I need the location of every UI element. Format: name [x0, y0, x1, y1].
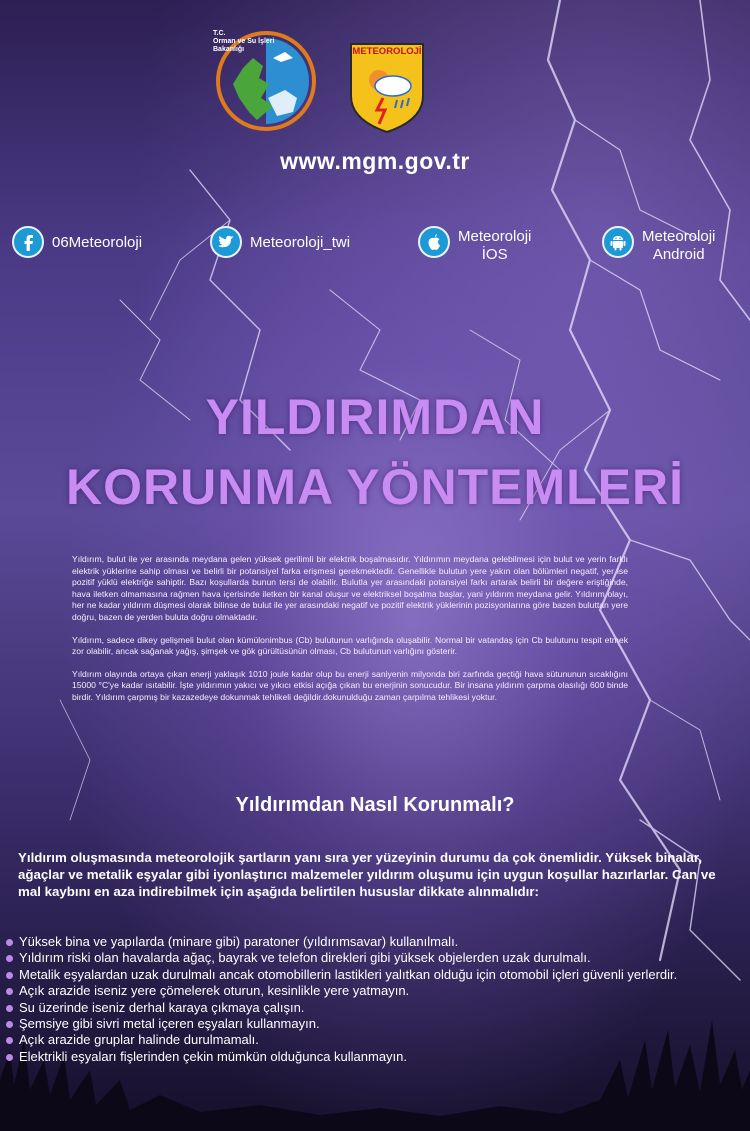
ministry-logo	[213, 28, 319, 134]
list-item-text: Elektrikli eşyaları fişlerinden çekin mümkün olduğunca kullanmayın.	[19, 1048, 408, 1064]
website-url[interactable]: www.mgm.gov.tr	[280, 148, 470, 174]
list-item	[6, 1032, 736, 1048]
list-item-text: Açık arazide iseniz yere çömelerek oturun, kesinlikle yere yatmayın.	[19, 983, 410, 999]
poster-title-line1: YILDIRIMDAN	[205, 389, 545, 445]
lead-paragraph: Yıldırım oluşmasında meteorolojik şartların yanı sıra yer yüzeyinin durumu da çok önemlidir. Yüksek binalar, ağaçlar ve metalik eşyalar gibi iyonlaştırıcı malzemeler yıldırım oluşumu için uygun koşullar hazırlarlar. Can ve mal kaybını en aza indirebilmek için aşağıda belirtilen hususlar dikkate alınmalıdır:	[18, 850, 716, 899]
bullet-icon	[6, 1054, 13, 1061]
bullet-icon	[6, 955, 13, 962]
meteoroloji-logo	[347, 40, 427, 134]
safety-list	[6, 934, 736, 1065]
social-facebook[interactable]	[12, 226, 142, 258]
social-label-line1: Meteoroloji	[642, 228, 716, 245]
intro-text	[72, 554, 628, 715]
facebook-icon	[12, 226, 44, 258]
list-item-text: Yüksek bina ve yapılarda (minare gibi) paratoner (yıldırımsavar) kullanılmalı.	[19, 934, 459, 949]
apple-icon	[418, 226, 450, 258]
bullet-icon	[6, 972, 13, 979]
bullet-icon	[6, 1021, 13, 1028]
list-item-text: Açık arazide gruplar halinde durulmamalı.	[19, 1032, 259, 1048]
list-item	[6, 950, 736, 966]
ministry-logo-line: Orman ve Su İşleri	[213, 38, 275, 45]
poster-title-line2: KORUNMA YÖNTEMLERİ	[66, 459, 684, 515]
list-item	[6, 934, 736, 950]
list-item-text: Metalik eşyalardan uzak durulmalı ancak otomobillerin lastikleri yalıtkan olduğu için otomobil içleri güvenli yerlerdir.	[19, 966, 678, 982]
bullet-icon	[6, 988, 13, 995]
social-label-line2: Android	[652, 246, 705, 263]
social-twitter[interactable]	[210, 226, 350, 258]
intro-paragraph: Yıldırım olayında ortaya çıkan enerji yaklaşık 1010 joule kadar olup bu enerji saniyenin milyonda biri zarfında geçtiği hava sütununun sıcaklığını 15000 °C'ye kadar ısıtabilir. İşte yıldırımın yakıcı ve yıkıcı etkisi açığa çıkan bu enerjinin sonucudur. Bir insana yıldırım çarpma olasılığı 600 binde birdir. Yıldırım çarpmış bir kazazedeye dokunmak tehlikeli değildir.dokunulduğu zaman çarpılma tehlikesi yoktur.	[72, 668, 628, 702]
list-item-text: Su üzerinde iseniz derhal karaya çıkmaya çalışın.	[19, 999, 305, 1015]
twitter-icon	[210, 226, 242, 258]
list-item-text: Şemsiye gibi sivri metal içeren eşyaları kullanmayın.	[19, 1016, 320, 1032]
social-label-line1: Meteoroloji	[458, 228, 532, 245]
meteoroloji-logo-text: METEOROLOJİ	[352, 46, 422, 57]
list-item	[6, 1049, 736, 1065]
list-item	[6, 967, 736, 983]
section-heading: Yıldırımdan Nasıl Korunmalı?	[235, 794, 515, 816]
social-label: 06Meteoroloji	[52, 234, 143, 251]
ministry-logo-line: T.C.	[213, 30, 226, 37]
bullet-icon	[6, 1037, 13, 1044]
ministry-logo-line: Bakanlığı	[213, 46, 245, 53]
social-label: Meteoroloji_twi	[250, 234, 351, 251]
social-label-line2: İOS	[481, 246, 508, 263]
android-icon	[602, 226, 634, 258]
intro-paragraph: Yıldırım, bulut ile yer arasında meydana gelen yüksek gerilimli bir elektrik boşalmasıdır. Yıldırımın meydana gelebilmesi için bulut ve yerin farklı elektrik yüklerine sahip olması ve belirli bir potansiyel farka erişmesi gerekmektedir. Genellikle bulutun yere yakın olan bölümleri negatif, yer ise pozitif yüklü elektriğe sahiptir. Bazı koşullarda bunun tersi de olabilir. Bulutla yer arasındaki potansiyel farkı artarak belirli bir değere eriştiğinde, hava iletken olmamasına rağmen hava içerisinde iletken bir kanal oluşur ve elektriksel boşalma başlar, yani yıldırım meydana gelir. Yıldırım olayı, her ne kadar yıldırım düşmesi olarak bilinse de bulut ile yer arasındaki negatif ve pozitif elektrik yüklerinin pozisyonlarına göre bazen buluttan yere doğru, bazen de yerden buluta doğru olmaktadır.	[72, 554, 628, 622]
bullet-icon	[6, 939, 13, 946]
list-item	[6, 1000, 736, 1016]
bullet-icon	[6, 1005, 13, 1012]
list-item-text: Yıldırım riski olan havalarda ağaç, bayrak ve telefon direkleri gibi yüksek objelerden uzak durulmalı.	[19, 950, 591, 966]
list-item	[6, 1016, 736, 1032]
social-android[interactable]	[602, 226, 715, 264]
list-item	[6, 983, 736, 999]
social-ios[interactable]	[418, 226, 531, 264]
intro-paragraph: Yıldırım, sadece dikey gelişmeli bulut olan kümülonimbus (Cb) bulutunun varlığında oluşabilir. Normal bir vatandaş için Cb bulutunu tespit etmek zor olabilir, ancak sağanak yağış, şimşek ve gök gürültüsünün olması, Cb bulutunun varlığını gösterir.	[72, 634, 628, 657]
